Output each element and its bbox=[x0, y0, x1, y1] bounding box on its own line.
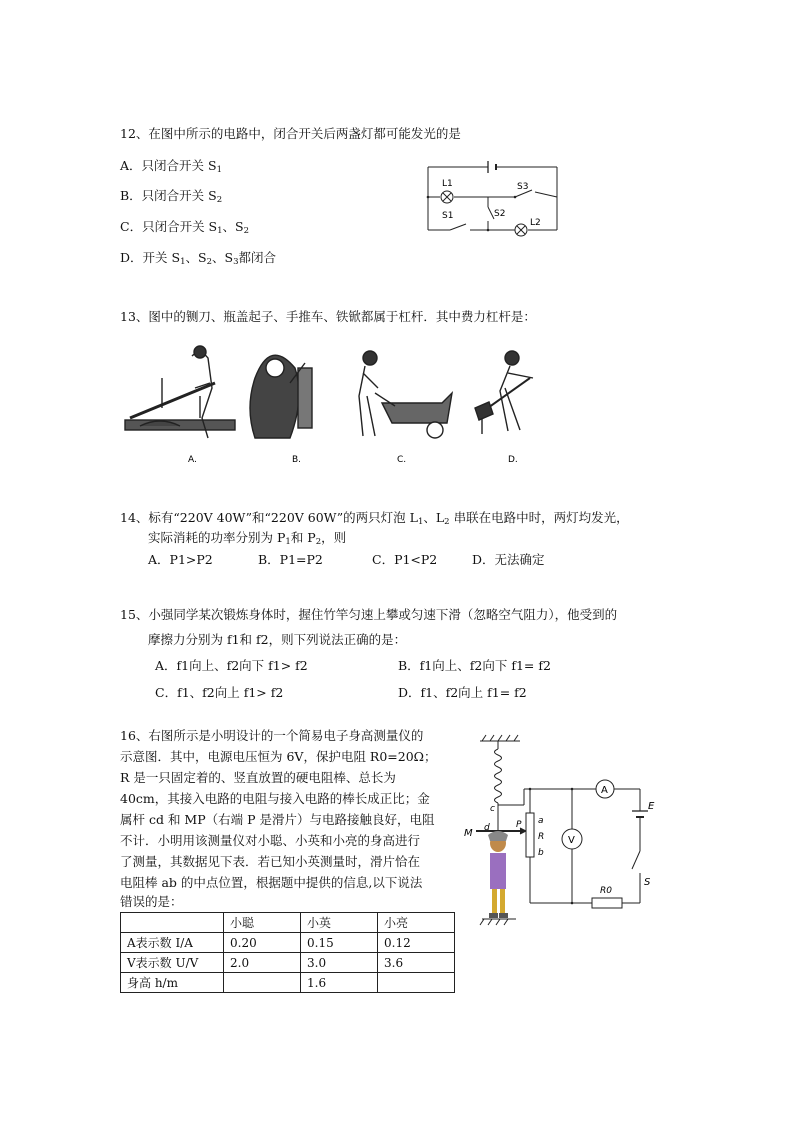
q15-stem-line2: 摩擦力分别为 f1和 f2，则下列说法正确的是： bbox=[148, 632, 407, 647]
image-label-d: D. bbox=[508, 455, 518, 465]
image-label-a: A. bbox=[188, 455, 197, 465]
table-cell: 0.20 bbox=[224, 933, 301, 953]
label-r0: R0 bbox=[600, 886, 612, 896]
table-header-cell: 小英 bbox=[301, 913, 378, 933]
q12-circuit-diagram bbox=[420, 155, 565, 240]
label-b: b bbox=[538, 848, 544, 858]
q14-stem-line2: 实际消耗的功率分别为 $P_1$和 $P_2$，则 bbox=[148, 530, 347, 547]
q16-line-3: R 是一只固定着的、竖直放置的硬电阻棒、总长为 bbox=[120, 770, 396, 785]
q14-stem-line1: 14、标有“220V 40W”和“220V 60W”的两只灯泡 $L_1$、$L_2$ 串联在电路中时，两灯均发光， bbox=[120, 510, 629, 527]
table-cell: 3.0 bbox=[301, 953, 378, 973]
table-header-cell: 小亮 bbox=[378, 913, 455, 933]
label-l1: L1 bbox=[442, 179, 453, 189]
image-label-b: B. bbox=[292, 455, 302, 465]
table-cell: 1.6 bbox=[301, 973, 378, 993]
label-r: R bbox=[538, 832, 545, 842]
table-header-cell: 小聪 bbox=[224, 913, 301, 933]
q16-line-9: 错误的是： bbox=[120, 894, 183, 909]
q16-line-5: 属杆 cd 和 MP（右端 P 是滑片）与电路接触良好，电阻 bbox=[120, 812, 435, 827]
table-header-cell bbox=[121, 913, 224, 933]
table-cell: 3.6 bbox=[378, 953, 455, 973]
image-b-bottle-opener bbox=[250, 355, 312, 438]
table-cell: 身高 h/m bbox=[121, 973, 224, 993]
table-header-row bbox=[121, 913, 455, 933]
label-s: S bbox=[644, 877, 651, 888]
q12-option-b: B．只闭合开关 $S_2$ bbox=[120, 188, 223, 205]
table-row bbox=[121, 973, 455, 993]
q14-option-a: A．P1>P2 bbox=[148, 552, 213, 567]
q12-stem: 12、在图中所示的电路中，闭合开关后两盏灯都可能发光的是 bbox=[120, 126, 461, 141]
q16-line-1: 16、右图所示是小明设计的一个简易电子身高测量仪的 bbox=[120, 728, 424, 743]
q12-option-d: D．开关 $S_1$、$S_2$、$S_3$都闭合 bbox=[120, 250, 276, 267]
table-cell bbox=[378, 973, 455, 993]
q15-stem-line1: 15、小强同学某次锻炼身体时，握住竹竿匀速上攀或匀速下滑（忽略空气阻力），他受到的 bbox=[120, 607, 618, 622]
table-row bbox=[121, 933, 455, 953]
q15-option-d: D．f1、f2向上 f1= f2 bbox=[398, 685, 527, 700]
q16-line-2: 示意图．其中，电源电压恒为 6V，保护电阻 R0=20Ω； bbox=[120, 749, 437, 764]
q16-line-6: 不计．小明用该测量仪对小聪、小英和小亮的身高进行 bbox=[120, 833, 421, 848]
image-c-wheelbarrow bbox=[359, 351, 452, 438]
q16-height-meter-diagram bbox=[462, 733, 662, 928]
label-s3: S3 bbox=[517, 182, 529, 192]
label-m: M bbox=[464, 828, 473, 839]
table-row bbox=[121, 953, 455, 973]
q13-lever-images bbox=[120, 338, 560, 468]
label-c: c bbox=[490, 804, 495, 814]
table-cell bbox=[224, 973, 301, 993]
label-s2: S2 bbox=[494, 209, 506, 219]
label-a: a bbox=[538, 816, 544, 826]
image-label-c: C. bbox=[397, 455, 407, 465]
label-s1: S1 bbox=[442, 211, 454, 221]
q12-option-c: C．只闭合开关 $S_1$、$S_2$ bbox=[120, 219, 250, 236]
q14-option-c: C．P1<P2 bbox=[372, 552, 438, 567]
q14-option-d: D．无法确定 bbox=[472, 552, 545, 567]
label-p: P bbox=[516, 820, 522, 830]
q16-line-8: 电阻棒 ab 的中点位置，根据题中提供的信息,以下说法 bbox=[120, 875, 423, 890]
image-a-guillotine bbox=[125, 346, 235, 438]
q13-stem: 13、图中的铡刀、瓶盖起子、手推车、铁锨都属于杠杆．其中费力杠杆是： bbox=[120, 309, 536, 324]
ammeter-label: A bbox=[601, 785, 608, 796]
q16-data-table bbox=[120, 912, 455, 993]
q14-option-b: B．P1=P2 bbox=[258, 552, 323, 567]
q15-option-a: A．f1向上、f2向下 f1> f2 bbox=[155, 658, 308, 673]
q15-option-c: C．f1、f2向上 f1> f2 bbox=[155, 685, 284, 700]
q15-option-b: B．f1向上、f2向下 f1= f2 bbox=[398, 658, 551, 673]
label-d: d bbox=[484, 823, 490, 833]
table-cell: 0.15 bbox=[301, 933, 378, 953]
table-cell: 2.0 bbox=[224, 953, 301, 973]
table-cell: V表示数 U/V bbox=[121, 953, 224, 973]
voltmeter-label: V bbox=[568, 835, 575, 846]
image-d-shovel bbox=[475, 351, 533, 434]
table-cell: A表示数 I/A bbox=[121, 933, 224, 953]
q12-option-a: A．只闭合开关 $S_1$ bbox=[120, 158, 222, 175]
label-l2: L2 bbox=[530, 218, 541, 228]
q16-line-4: 40cm，其接入电路的电阻与接入电路的棒长成正比；金 bbox=[120, 791, 430, 806]
table-cell: 0.12 bbox=[378, 933, 455, 953]
person-figure bbox=[488, 831, 508, 918]
label-e: E bbox=[648, 801, 655, 812]
q16-line-7: 了测量，其数据见下表．若已知小英测量时，滑片恰在 bbox=[120, 854, 421, 869]
